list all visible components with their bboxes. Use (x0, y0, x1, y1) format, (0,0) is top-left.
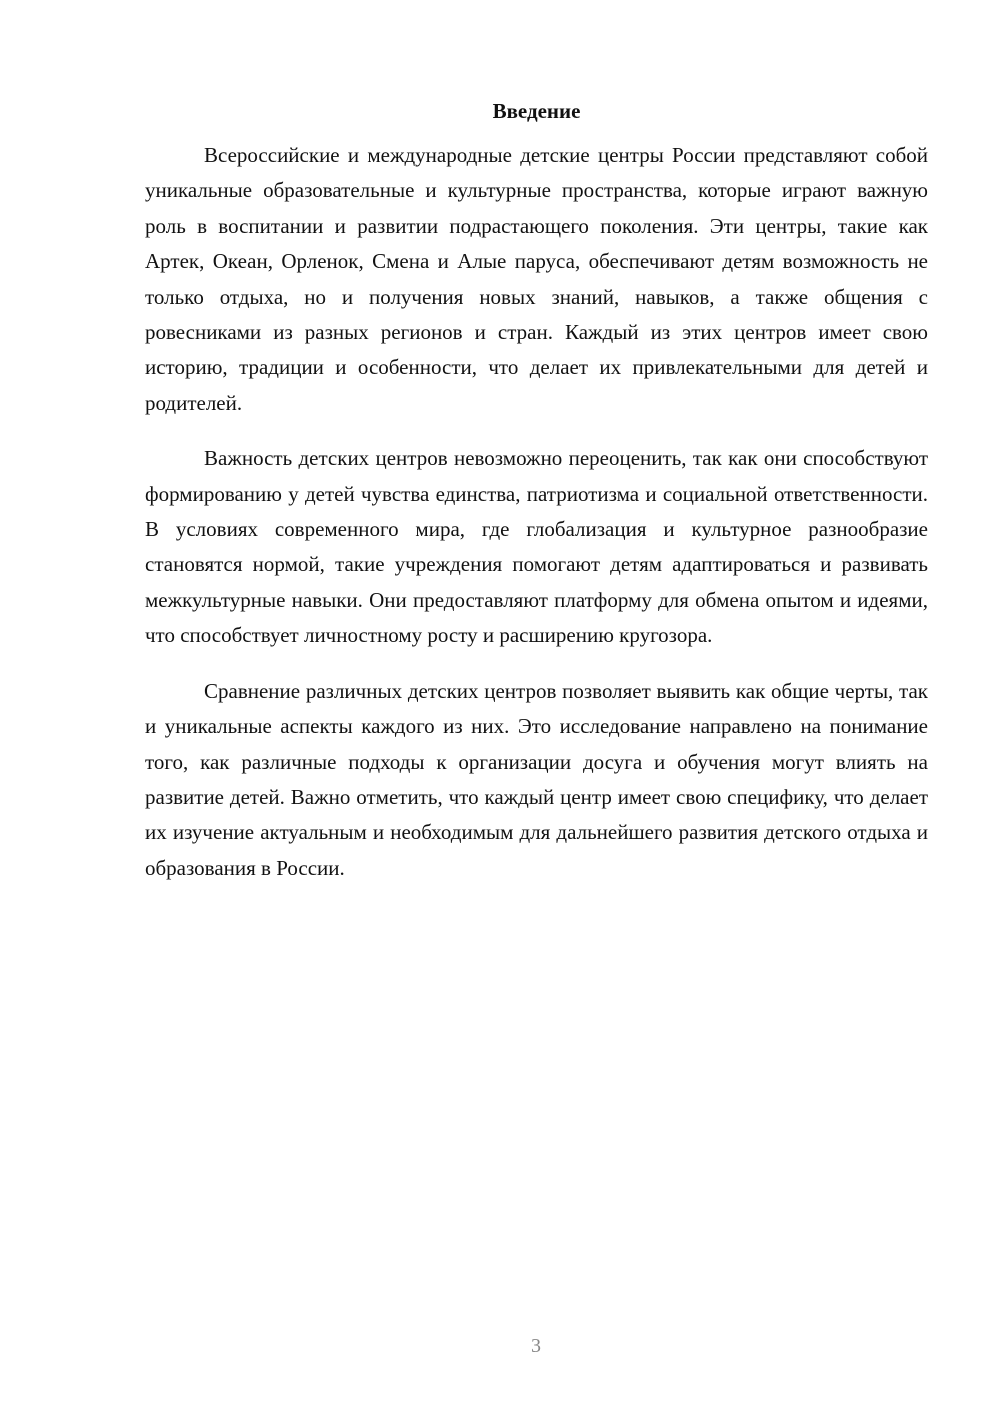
section-heading: Введение (492, 99, 581, 123)
page-content (145, 96, 928, 906)
paragraph-2: Важность детских центров невозможно переоценить, так как они способствуют формированию у детей чувства единства, патриотизма и социальной ответственности. В условиях современного мира, где глобализация и культурное разнообразие становятся нормой, такие учреждения помогают детям адаптироваться и развивать межкультурные навыки. Они предоставляют платформу для обмена опытом и идеями, что способствует личностному росту и расширению кругозора. (145, 446, 928, 648)
paragraph-1: Всероссийские и международные детские центры России представляют собой уникальные образовательные и культурные пространства, которые играют важную роль в воспитании и развитии подрастающего поколения. Эти центры, такие как Артек, Океан, Орленок, Смена и Алые паруса, обеспечивают детям возможность не только отдыха, но и получения новых знаний, навыков, а также общения с ровесниками из разных регионов и стран. Каждый из этих центров имеет свою историю, традиции и особенности, что делает их привлекательными для детей и родителей. (145, 143, 928, 415)
paragraph-3: Сравнение различных детских центров позволяет выявить как общие черты, так и уникальные аспекты каждого из них. Это исследование направлено на понимание того, как различные подходы к организации досуга и обучения могут влиять на развитие детей. Важно отметить, что каждый центр имеет свою специфику, что делает их изучение актуальным и необходимым для дальнейшего развития детского отдыха и образования в России. (145, 678, 928, 880)
page-number: 3 (531, 1335, 541, 1357)
